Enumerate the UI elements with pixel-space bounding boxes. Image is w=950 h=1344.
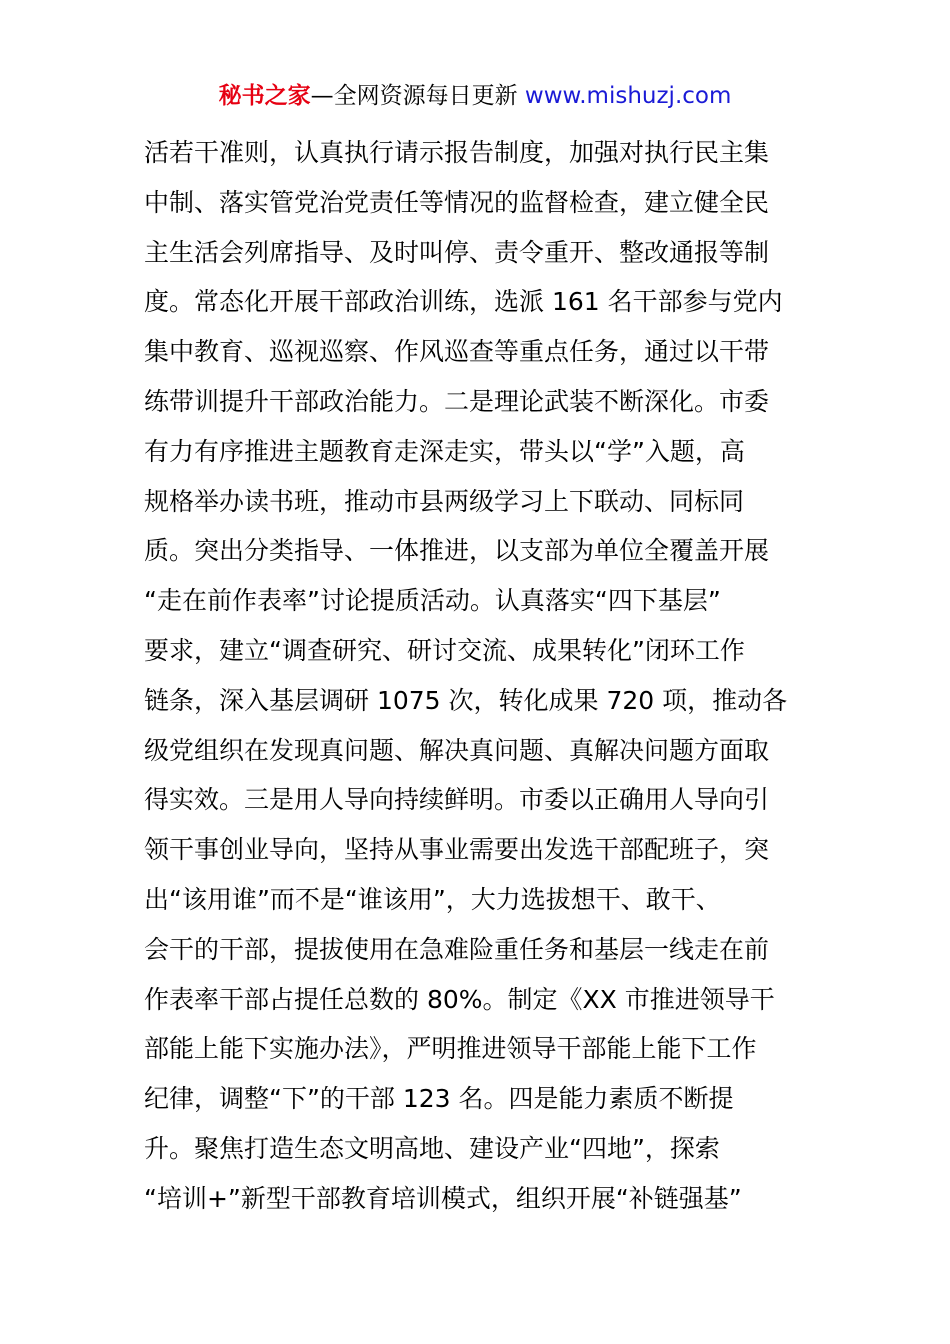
text-line: 要求，建立“调查研究、研讨交流、成果转化”闭环工作 — [144, 635, 745, 665]
text-line: 中制、落实管党治党责任等情况的监督检查，建立健全民 — [144, 187, 770, 217]
page-header — [0, 80, 950, 112]
text-line: “培训+”新型干部教育培训模式，组织开展“补链强基” — [144, 1183, 742, 1213]
text-line: 纪律，调整“下”的干部 123 名。四是能力素质不断提 — [144, 1084, 734, 1114]
text-line: 质。突出分类指导、一体推进，以支部为单位全覆盖开展 — [144, 536, 770, 566]
text-line: 度。常态化开展干部政治训练，选派 161 名干部参与党内 — [144, 287, 783, 317]
text-line: 升。聚焦打造生态文明高地、建设产业“四地”，探索 — [144, 1133, 720, 1163]
text-line: 集中教育、巡视巡察、作风巡查等重点任务，通过以干带 — [144, 337, 770, 367]
text-line: 活若干准则，认真执行请示报告制度，加强对执行民主集 — [144, 138, 770, 167]
text-line: 链条，深入基层调研 1075 次，转化成果 720 项，推动各 — [144, 685, 788, 715]
header-slogan: —全网资源每日更新 — [310, 83, 525, 109]
text-line: “走在前作表率”讨论提质活动。认真落实“四下基层” — [144, 586, 721, 616]
text-line: 主生活会列席指导、及时叫停、责令重开、整改通报等制 — [144, 237, 770, 267]
document-body — [144, 128, 814, 1224]
text-line: 级党组织在发现真问题、解决真问题、真解决问题方面取 — [144, 735, 770, 765]
text-line: 作表率干部占提任总数的 80%。制定《XX 市推进领导干 — [144, 984, 775, 1014]
header-url-link[interactable]: www.mishuzj.com — [524, 83, 732, 109]
text-line: 得实效。三是用人导向持续鲜明。市委以正确用人导向引 — [144, 785, 770, 815]
text-line: 练带训提升干部政治能力。二是理论武装不断深化。市委 — [144, 386, 770, 416]
text-line: 有力有序推进主题教育走深走实，带头以“学”入题，高 — [144, 436, 745, 466]
text-line: 领干事创业导向，坚持从事业需要出发选干部配班子，突 — [144, 835, 770, 865]
text-line: 部能上能下实施办法》，严明推进领导干部能上能下工作 — [144, 1034, 757, 1064]
header-brand: 秘书之家 — [218, 83, 311, 109]
text-line: 规格举办读书班，推动市县两级学习上下联动、同标同 — [144, 486, 745, 516]
text-line: 出“该用谁”而不是“谁该用”，大力选拔想干、敢干、 — [144, 884, 721, 914]
text-line: 会干的干部，提拔使用在急难险重任务和基层一线走在前 — [144, 934, 770, 964]
